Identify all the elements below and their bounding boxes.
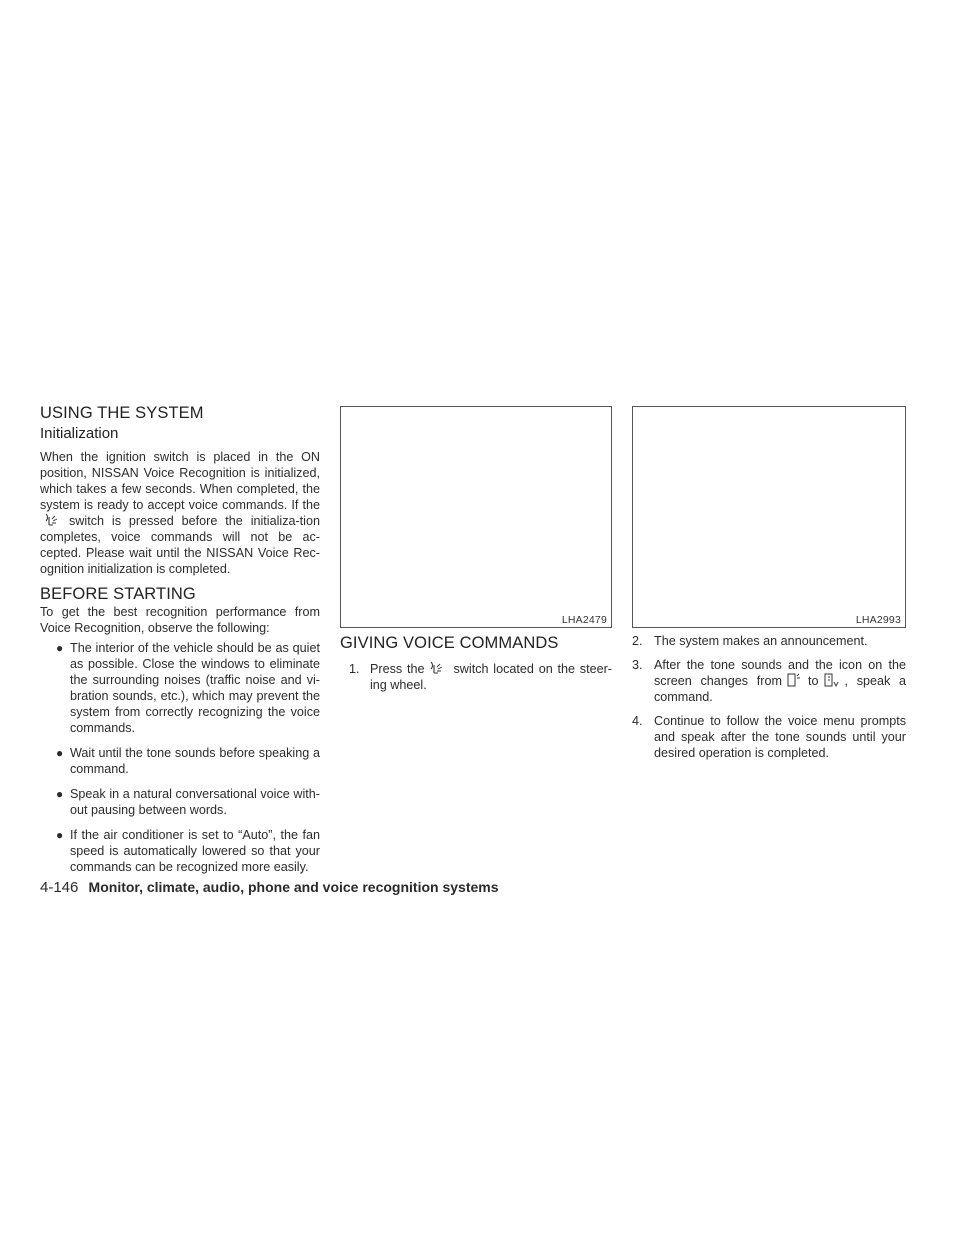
step-text-a: Press the [370, 662, 425, 676]
step-item [632, 633, 906, 649]
list-item [40, 786, 320, 818]
step-number: 1. [349, 662, 360, 676]
step-text-a: After the tone sounds and the icon on the screen changes from [654, 658, 906, 688]
before-starting-intro: To get the best recognition performance from Voice Recognition, observe the following: [40, 605, 320, 635]
subheading-initialization: Initialization [40, 425, 119, 442]
section-heading-before-starting: BEFORE STARTING [40, 585, 196, 603]
figure-code: LHA2993 [855, 614, 901, 626]
before-starting-list [40, 640, 320, 875]
bullet-icon: ● [56, 641, 64, 655]
step-item [340, 661, 612, 693]
bullet-icon: ● [56, 828, 64, 842]
list-item [40, 640, 320, 736]
figure-voice-screen [632, 406, 906, 628]
column-middle [340, 406, 612, 701]
column-left [40, 404, 320, 884]
initialization-text-a: When the ignition switch is placed in the ON position, NISSAN Voice Recognition is initialized, which takes a few seconds. When completed, the system is ready to accept voice commands. If the [40, 450, 320, 512]
list-item [40, 827, 320, 875]
voice-screen-speak-icon [823, 673, 839, 687]
step-text: The system makes an announcement. [654, 634, 868, 648]
step-item [632, 657, 906, 705]
initialization-paragraph [40, 449, 320, 577]
page-footer [40, 879, 499, 896]
steps-list-continued [632, 633, 906, 761]
steps-list [340, 661, 612, 693]
figure-steering-switch [340, 406, 612, 628]
step-text-to: to [807, 674, 819, 688]
list-item-text: The interior of the vehicle should be as quiet as possible. Close the windows to eliminate the surrounding noises (traffic noise and vi-bration sounds, etc.), which may prevent the system from correctly recognizing the voice commands. [70, 641, 320, 735]
step-text: Continue to follow the voice menu prompts and speak after the tone sounds until your desired operation is completed. [654, 714, 906, 760]
column-right [632, 406, 906, 769]
list-item-text: If the air conditioner is set to “Auto”, the fan speed is automatically lowered so that your commands can be recognized more easily. [70, 828, 320, 874]
initialization-text-b: switch is pressed before the initializa-tion completes, voice commands will not be ac-cepted. Please wait until the NISSAN Voice Rec-ognition initialization is completed. [40, 514, 320, 576]
bullet-icon: ● [56, 746, 64, 760]
list-item-text: Speak in a natural conversational voice with-out pausing between words. [70, 787, 320, 817]
page-number: 4-146 [40, 879, 79, 896]
step-number: 2. [632, 634, 643, 648]
step-text-b: , speak a command. [654, 674, 906, 704]
list-item-text: Wait until the tone sounds before speaking a command. [70, 746, 320, 776]
section-title: Monitor, climate, audio, phone and voice recognition systems [88, 879, 499, 895]
section-heading-using-the-system: USING THE SYSTEM [40, 404, 204, 422]
figure-code: LHA2479 [561, 614, 607, 626]
step-text-b: switch located on the steer-ing wheel. [370, 662, 612, 692]
step-number: 3. [632, 658, 643, 672]
voice-talk-switch-icon [428, 661, 444, 675]
voice-screen-listening-icon [786, 673, 802, 687]
section-heading-giving-voice-commands: GIVING VOICE COMMANDS [340, 634, 559, 652]
voice-talk-switch-icon [43, 513, 59, 527]
bullet-icon: ● [56, 787, 64, 801]
step-item [632, 713, 906, 761]
step-number: 4. [632, 714, 643, 728]
list-item [40, 745, 320, 777]
